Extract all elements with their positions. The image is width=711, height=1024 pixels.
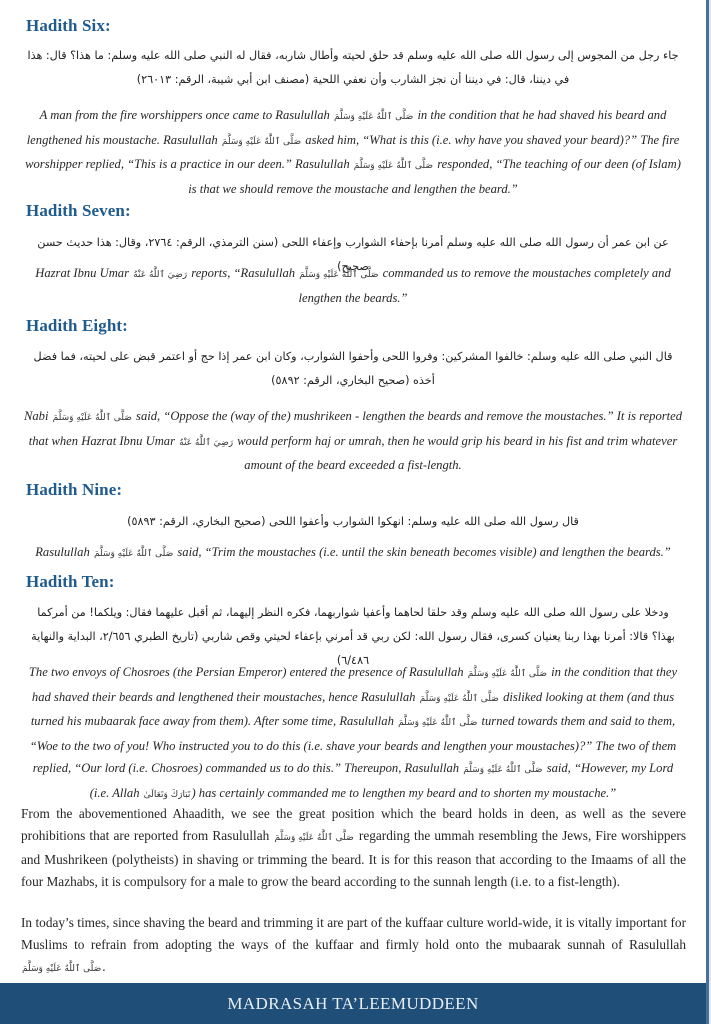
text: Hazrat Ibnu Umar [35, 266, 130, 280]
text: turned towards them and said to them, “Woe to the two of you! Who instructed you to do this (i.e. shave your beards and lengthen your moustaches)?” The two of them replied, “Our lord (i.e. Chosroes) commanded us to do this.” Thereupon, Rasulullah [29, 714, 677, 775]
salallahu-alayhi-wasallam-honorific-icon: صَلَّى ٱللَّٰهُ عَلَيْهِ وَسَلَّمَ [419, 693, 499, 704]
hadith-six-arabic: جاء رجل من المجوس إلى رسول الله صلى الله عليه وسلم قد حلق لحيته وأطال شاربه، فقال له النبي صلى الله عليه وسلم: ما هذا؟ قال: هذا في ديننا، قال: في ديننا أن نجز الشارب وأن نعفي اللحية (مصنف ابن أبي شيبة، الرقم: ٢٦٠١٣) [27, 49, 679, 86]
hadith-eight-arabic: قال النبي صلى الله عليه وسلم: خالفوا المشركين: وفروا اللحى وأحفوا الشوارب، وكان ابن عمر إذا حج أو اعتمر قبض على لحيته، فما فضل أخذه (صحيح البخاري، الرقم: ٥٨٩٢) [33, 350, 673, 387]
salallahu-alayhi-wasallam-honorific-icon: صَلَّى ٱللَّٰهُ عَلَيْهِ وَسَلَّمَ [52, 413, 132, 423]
text: A man from the fire worshippers once came to Rasulullah [39, 108, 330, 122]
hadith-six-translation [22, 104, 684, 200]
text: said, “However, my Lord (i.e. Allah [89, 761, 674, 800]
salallahu-alayhi-wasallam-honorific-icon: صَلَّى ٱللَّٰهُ عَلَيْهِ وَسَلَّمَ [353, 161, 434, 171]
hadith-six-heading: Hadith Six: [26, 16, 111, 35]
hadith-seven-heading: Hadith Seven: [26, 201, 131, 220]
text: Rasulullah [35, 545, 90, 559]
hadith-seven-arabic: عن ابن عمر أن رسول الله صلى الله عليه وسلم أمرنا بإحفاء الشوارب وإعفاء اللحى (سنن الترمذي، الرقم: ٢٧٦٤، وقال: هذا حديث حسن صحيح) [37, 236, 669, 273]
salallahu-alayhi-wasallam-honorific-icon: صَلَّى ٱللَّٰهُ عَلَيْهِ وَسَلَّمَ [463, 765, 543, 775]
text: asked him, “What is this (i.e. why have you shaved your beard)?” The fire worshipper replied, “This is a practice in our deen.” Rasulullah [25, 132, 680, 171]
text: reports, “Rasulullah [191, 266, 296, 280]
radiallahu-anhu-honorific-icon: رَضِيَ ٱللَّٰهُ عَنْهُ [179, 437, 234, 448]
salallahu-alayhi-wasallam-honorific-icon: صَلَّى ٱللَّٰهُ عَلَيْهِ وَسَلَّمَ [93, 549, 174, 559]
hadith-ten-heading: Hadith Ten: [26, 572, 115, 591]
text: disliked looking at them (and thus turned his mubaarak face away from them). After some time, Rasulullah [30, 689, 675, 728]
hadith-eight-heading: Hadith Eight: [26, 316, 128, 335]
conclusion-paragraph-1 [21, 803, 686, 893]
text: ) has certainly commanded me to lengthen my beard and to shorten my moustache.” [191, 785, 617, 800]
salallahu-alayhi-wasallam-honorific-icon: صَلَّى ٱللَّٰهُ عَلَيْهِ وَسَلَّمَ [274, 833, 354, 843]
hadith-nine-arabic: قال رسول الله صلى الله عليه وسلم: انهكوا الشوارب وأعفوا اللحى (صحيح البخاري، الرقم: ٥٨٩٣) [127, 515, 579, 528]
radiallahu-anhu-honorific-icon: رَضِيَ ٱللَّٰهُ عَنْهُ [133, 270, 188, 280]
salallahu-alayhi-wasallam-honorific-icon: صَلَّى ٱللَّٰهُ عَلَيْهِ وَسَلَّمَ [299, 270, 379, 280]
salallahu-alayhi-wasallam-honorific-icon: صَلَّى ٱللَّٰهُ عَلَيْهِ وَسَلَّمَ [22, 964, 102, 974]
text: said, “Oppose the (way of the) mushrikeen - lengthen the beards and remove the moustaches.” It is reported that when Hazrat Ibnu Umar [28, 409, 683, 448]
text: regarding the ummah resembling the Jews, Fire worshippers and Mushrikeen (polytheists) in shaving or trimming the beard. It is for this reason that according to the Imaams of all the four Mazhabs, it is compulsory for a male to grow the beard according to the sunnah length (i.e. to a fist-length). [21, 828, 687, 889]
text: From the abovementioned Ahaadith, we see the great position which the beard holds in deen, as well as the severe prohibitions that are reported from Rasulullah [21, 806, 686, 843]
text: in the condition that he had shaved his beard and lengthened his moustache. Rasulullah [26, 108, 667, 147]
hadith-eight-translation [22, 405, 684, 477]
text: in the condition that they had shaved their beards and lengthened their moustaches, hence Rasulullah [31, 665, 678, 704]
text: commanded us to remove the moustaches completely and lengthen the beards.” [298, 266, 671, 305]
text: would perform haj or umrah, then he would grip his beard in his fist and trim whatever amount of the beard exceeded a fist-length. [237, 433, 678, 472]
text: The two envoys of Chosroes (the Persian Emperor) entered the presence of Rasulullah [28, 665, 464, 679]
hadith-nine-heading: Hadith Nine: [26, 480, 123, 499]
salallahu-alayhi-wasallam-honorific-icon: صَلَّى ٱللَّٰهُ عَلَيْهِ وَسَلَّمَ [334, 112, 414, 122]
text: In today’s times, since shaving the beard and trimming it are part of the kuffaar culture world-wide, it is vitally important for Muslims to refrain from adopting the ways of the kuffaar and firmly hold onto the mubaarak sunnah of Rasulullah [21, 915, 686, 952]
hadith-nine-translation [22, 541, 684, 566]
footer-title: MADRASAH TA’LEEMUDDEEN [227, 993, 479, 1013]
salallahu-alayhi-wasallam-honorific-icon: صَلَّى ٱللَّٰهُ عَلَيْهِ وَسَلَّمَ [221, 136, 302, 147]
hadith-ten-arabic: ودخلا على رسول الله صلى الله عليه وسلم وقد حلقا لحاهما وأعفيا شواربهما، فكره النظر إليهما، ثم أقبل عليهما فقال: ويلكما! من أمركما بهذا؟ قالا: أمرنا بهذا ربنا يعنيان كسرى، فقال رسول الله: لكن ربي قد أمرني بإعفاء لحيتي وقص شاربي (تاريخ الطبري ٢/٦٥٦، البداية والنهاية ٦/٤٨٦) [31, 606, 675, 667]
salallahu-alayhi-wasallam-honorific-icon: صَلَّى ٱللَّٰهُ عَلَيْهِ وَسَلَّمَ [398, 718, 478, 728]
salallahu-alayhi-wasallam-honorific-icon: صَلَّى ٱللَّٰهُ عَلَيْهِ وَسَلَّمَ [467, 669, 547, 679]
hadith-seven-translation [22, 262, 684, 309]
hadith-ten-translation [22, 661, 684, 806]
tabaraka-wa-taala-honorific-icon: تَبَارَكَ وَتَعَالَىٰ [143, 789, 191, 800]
conclusion-paragraph-2 [21, 912, 686, 980]
text: . [102, 959, 106, 974]
text: responded, “The teaching of our deen (of Islam) is that we should remove the moustache and lengthen the beard.” [188, 157, 681, 196]
footer-banner [0, 983, 706, 1024]
text: Nabi [23, 409, 49, 423]
text: said, “Trim the moustaches (i.e. until the skin beneath becomes visible) and lengthen the beards.” [177, 545, 671, 559]
